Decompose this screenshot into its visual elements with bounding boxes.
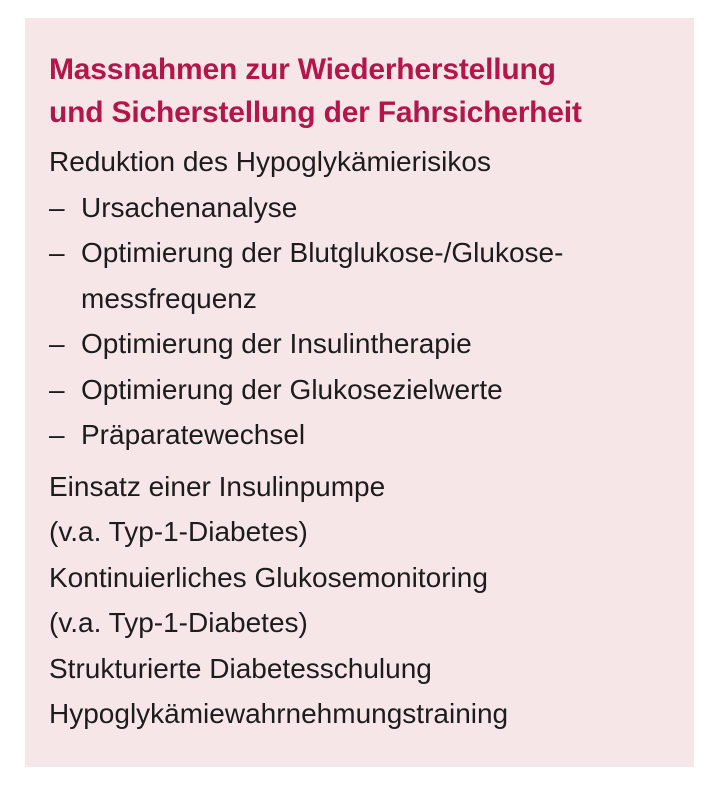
list-item-continuation: messfrequenz bbox=[81, 282, 257, 314]
list-item-text: Optimierung der Glukosezielwerte bbox=[81, 373, 503, 405]
list-item-text: Ursachenanalyse bbox=[81, 191, 298, 223]
list-item bbox=[49, 412, 674, 458]
measure-item: Strukturierte Diabetesschulung bbox=[49, 652, 432, 684]
dash-marker: – bbox=[49, 328, 65, 359]
list-item-text: Präparatewechsel bbox=[81, 419, 306, 450]
measure-item: Kontinuierliches Glukosemonitoring bbox=[49, 561, 488, 593]
list-item bbox=[49, 321, 674, 367]
dash-marker: – bbox=[49, 373, 65, 405]
measure-note: (v.a. Typ-1-Diabetes) bbox=[49, 607, 308, 638]
list-item bbox=[49, 230, 674, 276]
title-line-1: Massnahmen zur Wiederherstellung bbox=[49, 53, 556, 86]
list-item bbox=[49, 185, 674, 231]
dash-marker: – bbox=[49, 419, 65, 450]
list-item-text: Optimierung der Insulintherapie bbox=[81, 328, 472, 359]
list-item bbox=[49, 367, 674, 413]
list-item-text: Optimierung der Blutglukose-/Glukose- bbox=[81, 237, 564, 268]
info-box bbox=[25, 18, 694, 767]
dash-marker: – bbox=[49, 191, 65, 223]
box-title bbox=[49, 48, 674, 134]
measure-note: (v.a. Typ-1-Diabetes) bbox=[49, 516, 308, 547]
dash-marker: – bbox=[49, 237, 65, 268]
measures-list bbox=[49, 139, 674, 737]
measure-item: Hypoglykämiewahrnehmungstraining bbox=[49, 698, 509, 729]
intro-text: Reduktion des Hypoglykämierisikos bbox=[49, 146, 491, 177]
measure-item: Einsatz einer Insulinpumpe bbox=[49, 470, 386, 502]
title-line-2: und Sicherstellung der Fahrsicherheit bbox=[49, 96, 582, 129]
